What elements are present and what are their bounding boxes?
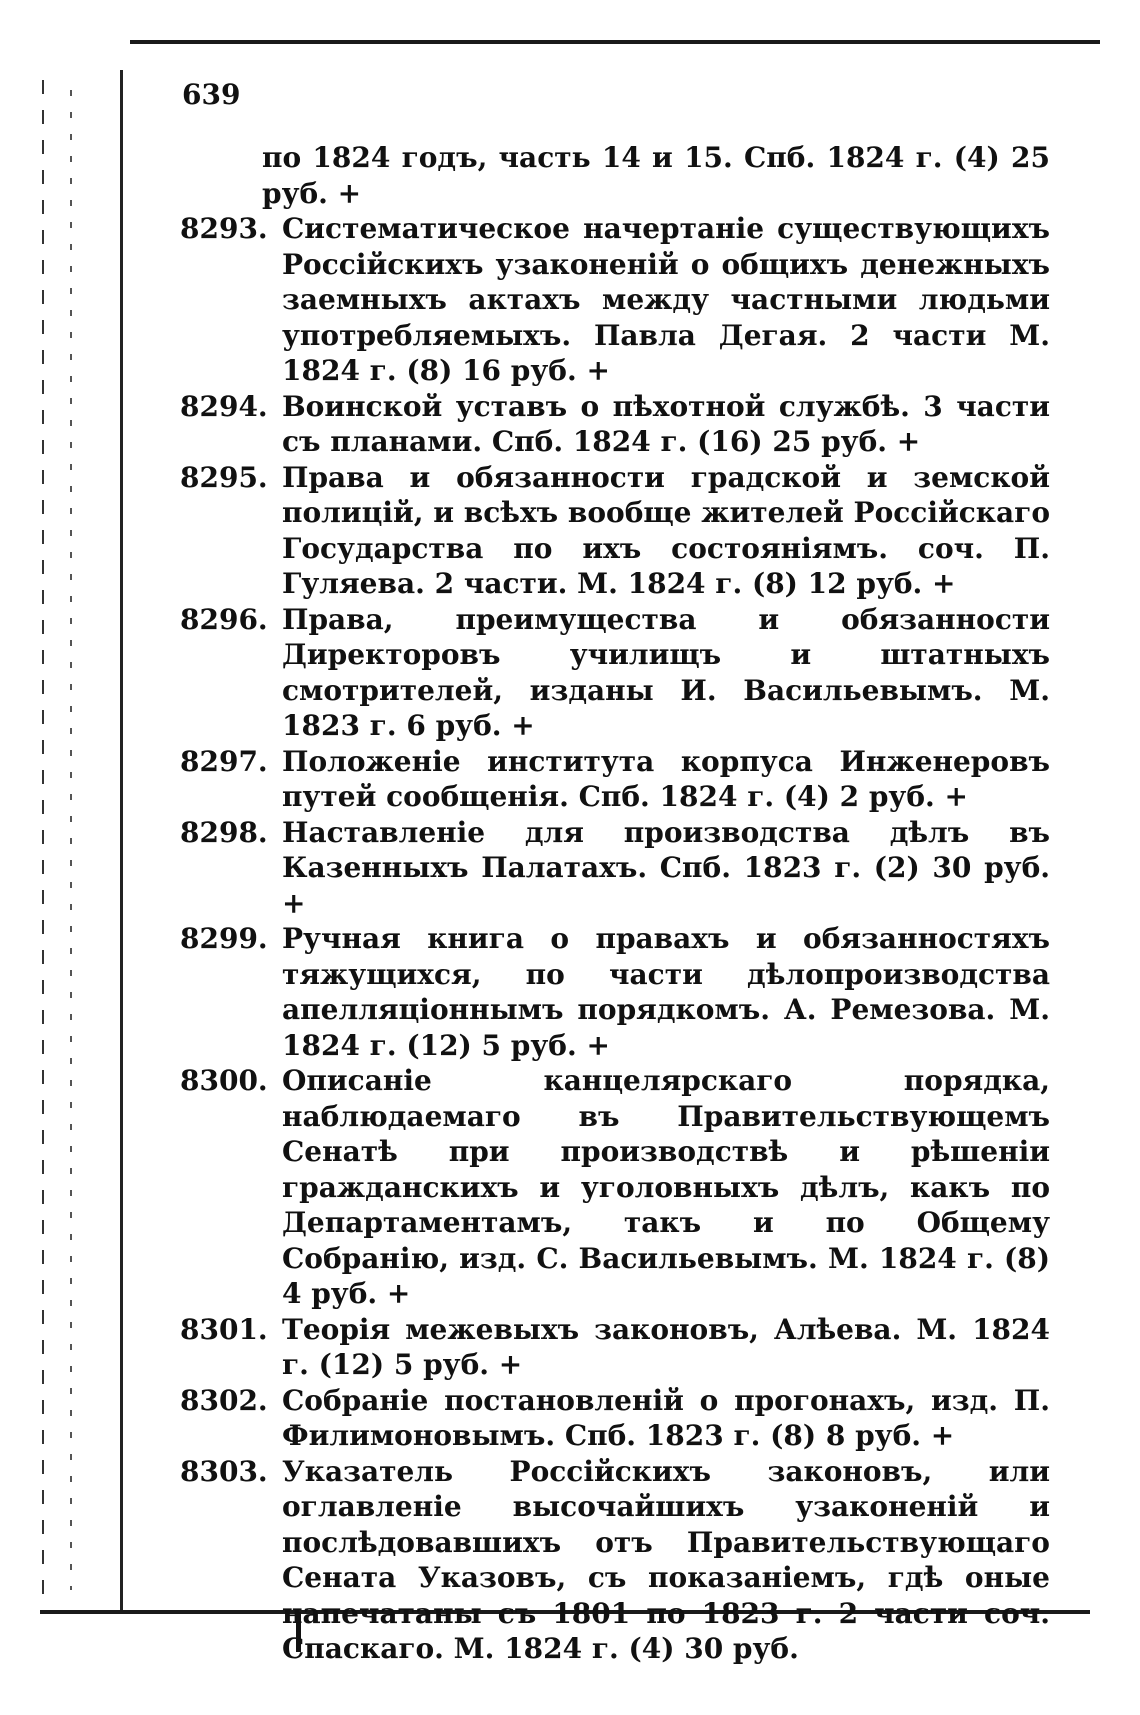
entry-8299 [180, 921, 1050, 1063]
entry-number: 8302. [180, 1383, 268, 1417]
page-edge-line [120, 70, 123, 1610]
page-number: 639 [182, 78, 241, 111]
entry-text: Воинской уставъ о пѣхотной службѣ. 3 части съ планами. Спб. 1824 г. (16) 25 руб. + [282, 389, 1050, 458]
entry-8298 [180, 815, 1050, 922]
entry-number: 8303. [180, 1454, 268, 1488]
entry-text: Права, преимущества и обязанности Директоровъ училищъ и штатныхъ смотрителей, изданы И. Васильевымъ. М. 1823 г. 6 руб. + [282, 602, 1050, 742]
entry-8303 [180, 1454, 1050, 1667]
entry-8301 [180, 1312, 1050, 1383]
entry-continuation [180, 140, 1050, 211]
entry-text: Указатель Россійскихъ законовъ, или оглавленіе высочайшихъ узаконеній и послѣдовавшихъ отъ Правительствующаго Сената Указовъ, съ показаніемъ, гдѣ оные напечатаны съ 1801 по 1823 г. 2 части соч. Спаскаго. М. 1824 г. (4) 30 руб. [282, 1454, 1050, 1665]
entry-text: Собраніе постановленій о прогонахъ, изд. П. Филимоновымъ. Спб. 1823 г. (8) 8 руб. + [282, 1383, 1050, 1452]
scan-edge-artifact [42, 80, 44, 1600]
entry-text: по 1824 годъ, часть 14 и 15. Спб. 1824 г. (4) 25 руб. + [262, 141, 1050, 210]
entry-text: Описаніе канцелярскаго порядка, наблюдаемаго въ Правительствующемъ Сенатѣ при производствѣ и рѣшеніи гражданскихъ и уголовныхъ дѣлъ, какъ по Департаментамъ, такъ и по Общему Собранію, изд. С. Васильевымъ. М. 1824 г. (8) 4 руб. + [282, 1064, 1050, 1310]
entries-list [180, 140, 1050, 1667]
entry-text: Права и обязанности градской и земской полицій, и всѣхъ вообще жителей Россійскаго Государства по ихъ состояніямъ. соч. П. Гуляева. 2 части. М. 1824 г. (8) 12 руб. + [282, 460, 1050, 600]
entry-text: Положеніе института корпуса Инженеровъ путей сообщенія. Спб. 1824 г. (4) 2 руб. + [282, 744, 1050, 813]
entry-number: 8299. [180, 922, 268, 955]
entry-number: 8295. [180, 460, 268, 494]
entry-number: 8298. [180, 815, 268, 849]
entry-number: 8294. [180, 389, 268, 423]
entry-text: Теорія межевыхъ законовъ, Алѣева. М. 1824 г. (12) 5 руб. + [282, 1312, 1050, 1381]
entry-8293 [180, 211, 1050, 389]
entry-8297 [180, 744, 1050, 815]
entry-number: 8296. [180, 602, 268, 636]
entry-number: 8301. [180, 1312, 268, 1346]
entry-text: Ручная книга о правахъ и обязанностяхъ тяжущихся, по части дѣлопроизводства апелляціоннымъ порядкомъ. А. Ремезова. М. 1824 г. (12) 5 руб. + [282, 922, 1050, 1062]
entry-number: 8300. [180, 1064, 268, 1097]
entry-8300 [180, 1063, 1050, 1312]
scan-edge-artifact [70, 90, 72, 1590]
top-rule [130, 40, 1100, 44]
entry-8294 [180, 389, 1050, 460]
entry-number: 8293. [180, 212, 268, 245]
entry-text: Систематическое начертаніе существующихъ Россійскихъ узаконеній о общихъ денежныхъ заемныхъ актахъ между частными людьми употребляемыхъ. Павла Дегая. 2 части М. 1824 г. (8) 16 руб. + [282, 212, 1050, 387]
entry-8296 [180, 602, 1050, 744]
entry-8295 [180, 460, 1050, 602]
entry-text: Наставленіе для производства дѣлъ въ Казенныхъ Палатахъ. Спб. 1823 г. (2) 30 руб. + [282, 815, 1050, 920]
entry-8302 [180, 1383, 1050, 1454]
entry-number: 8297. [180, 744, 268, 778]
